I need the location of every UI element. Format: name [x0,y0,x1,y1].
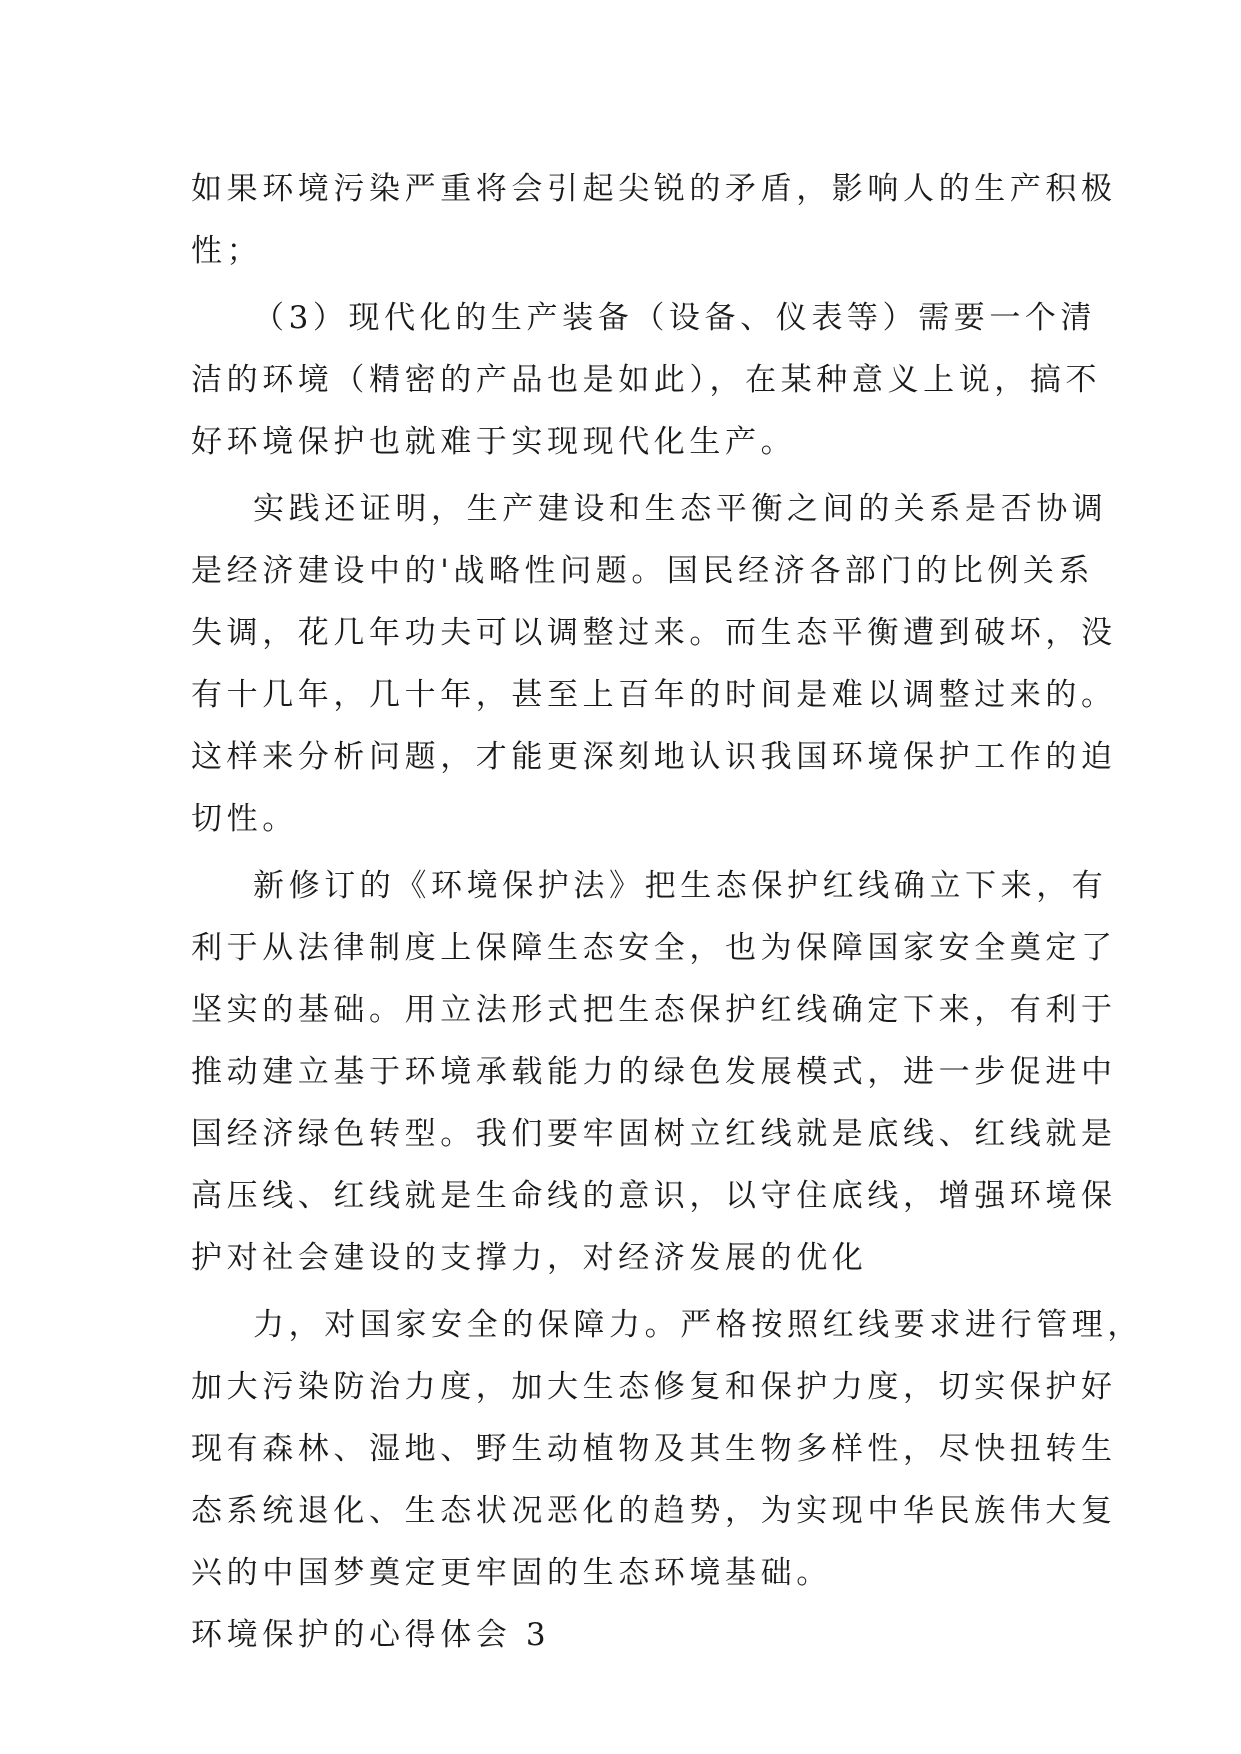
text-line: 新修订的《环境保护法》把生态保护红线确立下来，有 [253,868,1108,904]
paragraph [191,158,1117,282]
paragraph [191,287,1102,473]
text-line: 态系统退化、生态状况恶化的趋势，为实现中华民族伟大复 [191,1493,1117,1529]
text-line: 失调，花几年功夫可以调整过来。而生态平衡遭到破坏，没 [191,615,1117,651]
text-line: 有十几年，几十年，甚至上百年的时间是难以调整过来的。 [191,677,1117,713]
text-line: 国经济绿色转型。我们要牢固树立红线就是底线、红线就是 [191,1116,1117,1152]
paragraph [191,855,1117,1289]
document-body [191,158,1143,1666]
text-line: 护对社会建设的支撑力，对经济发展的优化 [191,1240,868,1276]
text-line: 推动建立基于环境承载能力的绿色发展模式，进一步促进中 [191,1054,1117,1090]
text-line: 加大污染防治力度，加大生态修复和保护力度，切实保护好 [191,1369,1117,1405]
paragraph [191,1294,1143,1604]
heading-text: 环境保护的心得体会 3 [191,1617,551,1653]
paragraph [191,478,1117,850]
text-line: 切性。 [191,801,298,837]
text-line: 这样来分析问题，才能更深刻地认识我国环境保护工作的迫 [191,739,1117,775]
section-heading [191,1604,1091,1666]
text-line: 好环境保护也就难于实现现代化生产。 [191,424,797,460]
text-line: 兴的中国梦奠定更牢固的生态环境基础。 [191,1555,832,1591]
text-line: 是经济建设中的'战略性问题。国民经济各部门的比例关系 [191,553,1095,589]
text-line: 实践还证明，生产建设和生态平衡之间的关系是否协调 [253,491,1108,527]
text-line: 坚实的基础。用立法形式把生态保护红线确定下来，有利于 [191,992,1117,1028]
text-line: 现有森林、湿地、野生动植物及其生物多样性，尽快扭转生 [191,1431,1117,1467]
text-line: 力，对国家安全的保障力。严格按照红线要求进行管理， [253,1307,1143,1343]
text-line: 利于从法律制度上保障生态安全，也为保障国家安全奠定了 [191,930,1117,966]
text-line: （3）现代化的生产装备（设备、仪表等）需要一个清 [253,300,1097,336]
text-line: 如果环境污染严重将会引起尖锐的矛盾，影响人的生产积极 [191,171,1117,207]
text-line: 高压线、红线就是生命线的意识，以守住底线，增强环境保 [191,1178,1117,1214]
text-line: 性； [191,233,263,269]
text-line: 洁的环境（精密的产品也是如此），在某种意义上说，搞不 [191,362,1102,398]
